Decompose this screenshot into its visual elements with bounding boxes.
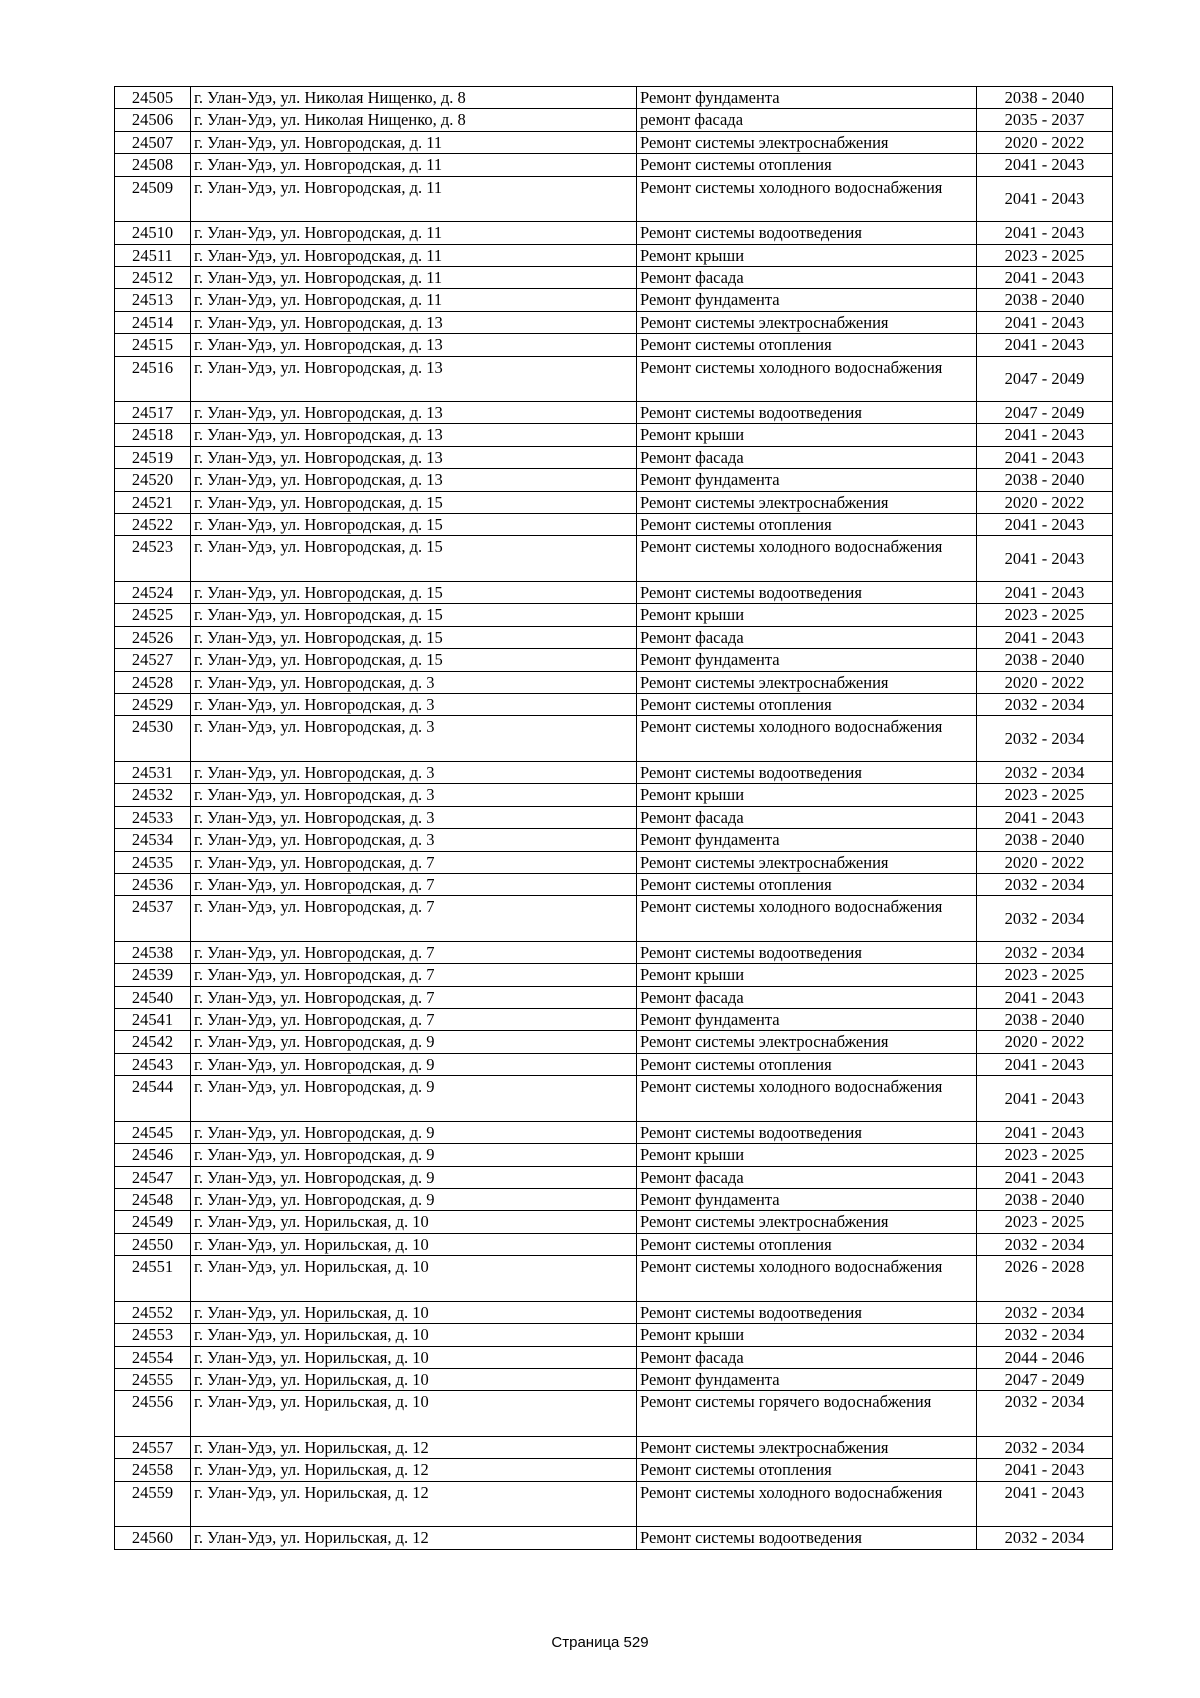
work-type-cell: Ремонт системы водоотведения xyxy=(637,1121,977,1143)
row-number-cell: 24535 xyxy=(115,851,191,873)
period-cell: 2041 - 2043 xyxy=(977,334,1113,356)
period-cell: 2041 - 2043 xyxy=(977,1459,1113,1481)
period-cell: 2047 - 2049 xyxy=(977,402,1113,424)
table-row xyxy=(115,266,1113,288)
address-cell: г. Улан-Удэ, ул. Новгородская, д. 11 xyxy=(191,176,637,222)
work-type-cell: Ремонт системы отопления xyxy=(637,154,977,176)
table-row xyxy=(115,222,1113,244)
period-cell: 2047 - 2049 xyxy=(977,1368,1113,1390)
address-cell: г. Улан-Удэ, ул. Новгородская, д. 13 xyxy=(191,469,637,491)
period-cell: 2041 - 2043 xyxy=(977,1481,1113,1527)
row-number-cell: 24508 xyxy=(115,154,191,176)
period-cell: 2035 - 2037 xyxy=(977,109,1113,131)
period-cell: 2041 - 2043 xyxy=(977,424,1113,446)
table-row xyxy=(115,964,1113,986)
row-number-cell: 24542 xyxy=(115,1031,191,1053)
row-number-cell: 24526 xyxy=(115,626,191,648)
period-cell: 2023 - 2025 xyxy=(977,244,1113,266)
period-cell: 2023 - 2025 xyxy=(977,1144,1113,1166)
row-number-cell: 24510 xyxy=(115,222,191,244)
table-row xyxy=(115,873,1113,895)
work-type-cell: Ремонт системы горячего водоснабжения xyxy=(637,1391,977,1437)
period-cell: 2038 - 2040 xyxy=(977,1009,1113,1031)
address-cell: г. Улан-Удэ, ул. Новгородская, д. 9 xyxy=(191,1031,637,1053)
address-cell: г. Улан-Удэ, ул. Норильская, д. 10 xyxy=(191,1233,637,1255)
work-type-cell: Ремонт фасада xyxy=(637,806,977,828)
table-row xyxy=(115,1459,1113,1481)
work-type-cell: Ремонт фасада xyxy=(637,446,977,468)
address-cell: г. Улан-Удэ, ул. Новгородская, д. 15 xyxy=(191,514,637,536)
address-cell: г. Улан-Удэ, ул. Новгородская, д. 9 xyxy=(191,1121,637,1143)
row-number-cell: 24532 xyxy=(115,784,191,806)
address-cell: г. Улан-Удэ, ул. Норильская, д. 12 xyxy=(191,1481,637,1527)
row-number-cell: 24525 xyxy=(115,604,191,626)
row-number-cell: 24549 xyxy=(115,1211,191,1233)
row-number-cell: 24527 xyxy=(115,649,191,671)
table-row xyxy=(115,469,1113,491)
table-row xyxy=(115,941,1113,963)
address-cell: г. Улан-Удэ, ул. Новгородская, д. 15 xyxy=(191,582,637,604)
work-type-cell: Ремонт системы электроснабжения xyxy=(637,1031,977,1053)
table-row xyxy=(115,604,1113,626)
address-cell: г. Улан-Удэ, ул. Новгородская, д. 11 xyxy=(191,244,637,266)
work-type-cell: Ремонт системы электроснабжения xyxy=(637,311,977,333)
address-cell: г. Улан-Удэ, ул. Новгородская, д. 13 xyxy=(191,402,637,424)
table-row xyxy=(115,424,1113,446)
row-number-cell: 24539 xyxy=(115,964,191,986)
table-row xyxy=(115,491,1113,513)
address-cell: г. Улан-Удэ, ул. Новгородская, д. 7 xyxy=(191,1009,637,1031)
address-cell: г. Улан-Удэ, ул. Новгородская, д. 7 xyxy=(191,851,637,873)
table-row xyxy=(115,1324,1113,1346)
work-type-cell: Ремонт системы электроснабжения xyxy=(637,491,977,513)
period-cell: 2020 - 2022 xyxy=(977,851,1113,873)
work-type-cell: Ремонт системы электроснабжения xyxy=(637,131,977,153)
row-number-cell: 24545 xyxy=(115,1121,191,1143)
row-number-cell: 24538 xyxy=(115,941,191,963)
period-cell: 2032 - 2034 xyxy=(977,896,1113,942)
period-cell: 2032 - 2034 xyxy=(977,1391,1113,1437)
work-type-cell: Ремонт системы холодного водоснабжения xyxy=(637,176,977,222)
row-number-cell: 24543 xyxy=(115,1053,191,1075)
row-number-cell: 24555 xyxy=(115,1368,191,1390)
period-cell: 2041 - 2043 xyxy=(977,154,1113,176)
row-number-cell: 24531 xyxy=(115,761,191,783)
address-cell: г. Улан-Удэ, ул. Новгородская, д. 11 xyxy=(191,131,637,153)
row-number-cell: 24537 xyxy=(115,896,191,942)
period-cell: 2038 - 2040 xyxy=(977,289,1113,311)
address-cell: г. Улан-Удэ, ул. Норильская, д. 10 xyxy=(191,1391,637,1437)
period-cell: 2032 - 2034 xyxy=(977,693,1113,715)
row-number-cell: 24560 xyxy=(115,1527,191,1549)
row-number-cell: 24528 xyxy=(115,671,191,693)
address-cell: г. Улан-Удэ, ул. Новгородская, д. 3 xyxy=(191,716,637,762)
work-type-cell: Ремонт системы холодного водоснабжения xyxy=(637,536,977,582)
address-cell: г. Улан-Удэ, ул. Норильская, д. 10 xyxy=(191,1368,637,1390)
period-cell: 2041 - 2043 xyxy=(977,446,1113,468)
row-number-cell: 24514 xyxy=(115,311,191,333)
table-row xyxy=(115,784,1113,806)
work-type-cell: Ремонт фундамента xyxy=(637,1009,977,1031)
work-type-cell: Ремонт системы водоотведения xyxy=(637,941,977,963)
period-cell: 2020 - 2022 xyxy=(977,1031,1113,1053)
work-type-cell: Ремонт крыши xyxy=(637,604,977,626)
address-cell: г. Улан-Удэ, ул. Норильская, д. 10 xyxy=(191,1256,637,1302)
work-type-cell: Ремонт системы водоотведения xyxy=(637,761,977,783)
row-number-cell: 24558 xyxy=(115,1459,191,1481)
period-cell: 2041 - 2043 xyxy=(977,1053,1113,1075)
address-cell: г. Улан-Удэ, ул. Норильская, д. 12 xyxy=(191,1459,637,1481)
address-cell: г. Улан-Удэ, ул. Новгородская, д. 13 xyxy=(191,334,637,356)
row-number-cell: 24534 xyxy=(115,829,191,851)
work-type-cell: Ремонт системы электроснабжения xyxy=(637,671,977,693)
period-cell: 2041 - 2043 xyxy=(977,311,1113,333)
table-row xyxy=(115,1527,1113,1549)
address-cell: г. Улан-Удэ, ул. Новгородская, д. 15 xyxy=(191,626,637,648)
table-row xyxy=(115,154,1113,176)
page-number: Страница 529 xyxy=(551,1634,649,1651)
table-row xyxy=(115,514,1113,536)
period-cell: 2038 - 2040 xyxy=(977,649,1113,671)
address-cell: г. Улан-Удэ, ул. Новгородская, д. 15 xyxy=(191,536,637,582)
address-cell: г. Улан-Удэ, ул. Новгородская, д. 13 xyxy=(191,356,637,402)
period-cell: 2032 - 2034 xyxy=(977,1324,1113,1346)
period-cell: 2023 - 2025 xyxy=(977,784,1113,806)
table-row xyxy=(115,1391,1113,1437)
table-row xyxy=(115,693,1113,715)
period-cell: 2038 - 2040 xyxy=(977,87,1113,109)
period-cell: 2038 - 2040 xyxy=(977,469,1113,491)
address-cell: г. Улан-Удэ, ул. Николая Нищенко, д. 8 xyxy=(191,109,637,131)
work-type-cell: Ремонт системы отопления xyxy=(637,693,977,715)
period-cell: 2032 - 2034 xyxy=(977,1301,1113,1323)
table-row xyxy=(115,1189,1113,1211)
address-cell: г. Улан-Удэ, ул. Норильская, д. 10 xyxy=(191,1211,637,1233)
row-number-cell: 24559 xyxy=(115,1481,191,1527)
table-row xyxy=(115,1301,1113,1323)
row-number-cell: 24513 xyxy=(115,289,191,311)
work-type-cell: Ремонт крыши xyxy=(637,244,977,266)
table-row xyxy=(115,1256,1113,1302)
address-cell: г. Улан-Удэ, ул. Новгородская, д. 15 xyxy=(191,649,637,671)
table-row xyxy=(115,626,1113,648)
address-cell: г. Улан-Удэ, ул. Новгородская, д. 7 xyxy=(191,941,637,963)
table-row xyxy=(115,536,1113,582)
work-type-cell: Ремонт крыши xyxy=(637,1144,977,1166)
address-cell: г. Улан-Удэ, ул. Новгородская, д. 3 xyxy=(191,761,637,783)
address-cell: г. Улан-Удэ, ул. Новгородская, д. 11 xyxy=(191,154,637,176)
work-type-cell: Ремонт системы водоотведения xyxy=(637,1527,977,1549)
address-cell: г. Улан-Удэ, ул. Норильская, д. 12 xyxy=(191,1436,637,1458)
address-cell: г. Улан-Удэ, ул. Новгородская, д. 7 xyxy=(191,873,637,895)
period-cell: 2041 - 2043 xyxy=(977,222,1113,244)
table-row xyxy=(115,1053,1113,1075)
period-cell: 2032 - 2034 xyxy=(977,1527,1113,1549)
work-type-cell: Ремонт фундамента xyxy=(637,829,977,851)
table-row xyxy=(115,716,1113,762)
period-cell: 2041 - 2043 xyxy=(977,536,1113,582)
work-type-cell: Ремонт системы отопления xyxy=(637,514,977,536)
work-type-cell: Ремонт системы холодного водоснабжения xyxy=(637,356,977,402)
work-type-cell: Ремонт системы отопления xyxy=(637,873,977,895)
period-cell: 2032 - 2034 xyxy=(977,761,1113,783)
work-type-cell: Ремонт крыши xyxy=(637,424,977,446)
work-type-cell: Ремонт системы холодного водоснабжения xyxy=(637,896,977,942)
address-cell: г. Улан-Удэ, ул. Новгородская, д. 11 xyxy=(191,266,637,288)
address-cell: г. Улан-Удэ, ул. Новгородская, д. 15 xyxy=(191,604,637,626)
work-type-cell: Ремонт фасада xyxy=(637,626,977,648)
row-number-cell: 24541 xyxy=(115,1009,191,1031)
work-type-cell: Ремонт крыши xyxy=(637,784,977,806)
address-cell: г. Улан-Удэ, ул. Новгородская, д. 3 xyxy=(191,693,637,715)
table-row xyxy=(115,1076,1113,1122)
row-number-cell: 24533 xyxy=(115,806,191,828)
work-type-cell: Ремонт системы холодного водоснабжения xyxy=(637,1256,977,1302)
period-cell: 2038 - 2040 xyxy=(977,1189,1113,1211)
row-number-cell: 24524 xyxy=(115,582,191,604)
row-number-cell: 24554 xyxy=(115,1346,191,1368)
work-type-cell: Ремонт системы отопления xyxy=(637,1233,977,1255)
period-cell: 2020 - 2022 xyxy=(977,491,1113,513)
period-cell: 2032 - 2034 xyxy=(977,1233,1113,1255)
period-cell: 2032 - 2034 xyxy=(977,941,1113,963)
row-number-cell: 24511 xyxy=(115,244,191,266)
work-type-cell: Ремонт фундамента xyxy=(637,289,977,311)
period-cell: 2032 - 2034 xyxy=(977,873,1113,895)
table-row xyxy=(115,1009,1113,1031)
work-type-cell: Ремонт системы электроснабжения xyxy=(637,851,977,873)
period-cell: 2041 - 2043 xyxy=(977,986,1113,1008)
period-cell: 2041 - 2043 xyxy=(977,806,1113,828)
works-table xyxy=(114,86,1113,1550)
work-type-cell: Ремонт фундамента xyxy=(637,87,977,109)
period-cell: 2041 - 2043 xyxy=(977,626,1113,648)
work-type-cell: Ремонт крыши xyxy=(637,1324,977,1346)
address-cell: г. Улан-Удэ, ул. Новгородская, д. 9 xyxy=(191,1144,637,1166)
row-number-cell: 24550 xyxy=(115,1233,191,1255)
row-number-cell: 24553 xyxy=(115,1324,191,1346)
address-cell: г. Улан-Удэ, ул. Новгородская, д. 3 xyxy=(191,829,637,851)
work-type-cell: Ремонт фасада xyxy=(637,1346,977,1368)
row-number-cell: 24536 xyxy=(115,873,191,895)
row-number-cell: 24529 xyxy=(115,693,191,715)
row-number-cell: 24552 xyxy=(115,1301,191,1323)
table-row xyxy=(115,1481,1113,1527)
period-cell: 2020 - 2022 xyxy=(977,671,1113,693)
work-type-cell: Ремонт фасада xyxy=(637,1166,977,1188)
period-cell: 2020 - 2022 xyxy=(977,131,1113,153)
table-row xyxy=(115,582,1113,604)
row-number-cell: 24547 xyxy=(115,1166,191,1188)
period-cell: 2038 - 2040 xyxy=(977,829,1113,851)
work-type-cell: Ремонт фундамента xyxy=(637,1189,977,1211)
table-row xyxy=(115,1368,1113,1390)
table-row xyxy=(115,1121,1113,1143)
row-number-cell: 24551 xyxy=(115,1256,191,1302)
address-cell: г. Улан-Удэ, ул. Новгородская, д. 13 xyxy=(191,446,637,468)
row-number-cell: 24557 xyxy=(115,1436,191,1458)
table-row xyxy=(115,311,1113,333)
row-number-cell: 24544 xyxy=(115,1076,191,1122)
address-cell: г. Улан-Удэ, ул. Новгородская, д. 3 xyxy=(191,671,637,693)
work-type-cell: Ремонт фасада xyxy=(637,266,977,288)
period-cell: 2023 - 2025 xyxy=(977,964,1113,986)
period-cell: 2044 - 2046 xyxy=(977,1346,1113,1368)
address-cell: г. Улан-Удэ, ул. Новгородская, д. 9 xyxy=(191,1053,637,1075)
work-type-cell: ремонт фасада xyxy=(637,109,977,131)
work-type-cell: Ремонт системы отопления xyxy=(637,1053,977,1075)
table-row xyxy=(115,851,1113,873)
period-cell: 2041 - 2043 xyxy=(977,266,1113,288)
address-cell: г. Улан-Удэ, ул. Новгородская, д. 3 xyxy=(191,806,637,828)
row-number-cell: 24506 xyxy=(115,109,191,131)
work-type-cell: Ремонт системы холодного водоснабжения xyxy=(637,1076,977,1122)
row-number-cell: 24507 xyxy=(115,131,191,153)
table-row xyxy=(115,131,1113,153)
table-row xyxy=(115,109,1113,131)
row-number-cell: 24505 xyxy=(115,87,191,109)
row-number-cell: 24521 xyxy=(115,491,191,513)
table-row xyxy=(115,1233,1113,1255)
address-cell: г. Улан-Удэ, ул. Норильская, д. 10 xyxy=(191,1301,637,1323)
row-number-cell: 24517 xyxy=(115,402,191,424)
period-cell: 2041 - 2043 xyxy=(977,1076,1113,1122)
row-number-cell: 24512 xyxy=(115,266,191,288)
row-number-cell: 24546 xyxy=(115,1144,191,1166)
row-number-cell: 24520 xyxy=(115,469,191,491)
table-row xyxy=(115,806,1113,828)
work-type-cell: Ремонт системы отопления xyxy=(637,1459,977,1481)
period-cell: 2047 - 2049 xyxy=(977,356,1113,402)
table-row xyxy=(115,244,1113,266)
row-number-cell: 24519 xyxy=(115,446,191,468)
row-number-cell: 24530 xyxy=(115,716,191,762)
address-cell: г. Улан-Удэ, ул. Норильская, д. 10 xyxy=(191,1346,637,1368)
work-type-cell: Ремонт системы холодного водоснабжения xyxy=(637,1481,977,1527)
period-cell: 2032 - 2034 xyxy=(977,1436,1113,1458)
period-cell: 2041 - 2043 xyxy=(977,176,1113,222)
address-cell: г. Улан-Удэ, ул. Новгородская, д. 7 xyxy=(191,964,637,986)
row-number-cell: 24540 xyxy=(115,986,191,1008)
work-type-cell: Ремонт системы водоотведения xyxy=(637,1301,977,1323)
period-cell: 2023 - 2025 xyxy=(977,1211,1113,1233)
work-type-cell: Ремонт фасада xyxy=(637,986,977,1008)
address-cell: г. Улан-Удэ, ул. Норильская, д. 12 xyxy=(191,1527,637,1549)
work-type-cell: Ремонт системы холодного водоснабжения xyxy=(637,716,977,762)
table-row xyxy=(115,1166,1113,1188)
work-type-cell: Ремонт системы электроснабжения xyxy=(637,1211,977,1233)
period-cell: 2041 - 2043 xyxy=(977,514,1113,536)
address-cell: г. Улан-Удэ, ул. Новгородская, д. 13 xyxy=(191,424,637,446)
table-row xyxy=(115,986,1113,1008)
work-type-cell: Ремонт фундамента xyxy=(637,469,977,491)
period-cell: 2041 - 2043 xyxy=(977,1166,1113,1188)
table-row xyxy=(115,87,1113,109)
row-number-cell: 24523 xyxy=(115,536,191,582)
work-type-cell: Ремонт системы водоотведения xyxy=(637,222,977,244)
row-number-cell: 24516 xyxy=(115,356,191,402)
period-cell: 2041 - 2043 xyxy=(977,1121,1113,1143)
address-cell: г. Улан-Удэ, ул. Новгородская, д. 9 xyxy=(191,1076,637,1122)
row-number-cell: 24522 xyxy=(115,514,191,536)
address-cell: г. Улан-Удэ, ул. Новгородская, д. 9 xyxy=(191,1166,637,1188)
table-row xyxy=(115,402,1113,424)
period-cell: 2023 - 2025 xyxy=(977,604,1113,626)
table-row xyxy=(115,1211,1113,1233)
table-row xyxy=(115,176,1113,222)
works-table-body xyxy=(115,87,1113,1550)
address-cell: г. Улан-Удэ, ул. Новгородская, д. 7 xyxy=(191,896,637,942)
table-row xyxy=(115,671,1113,693)
address-cell: г. Улан-Удэ, ул. Новгородская, д. 7 xyxy=(191,986,637,1008)
table-row xyxy=(115,1436,1113,1458)
table-row xyxy=(115,334,1113,356)
address-cell: г. Улан-Удэ, ул. Николая Нищенко, д. 8 xyxy=(191,87,637,109)
address-cell: г. Улан-Удэ, ул. Новгородская, д. 13 xyxy=(191,311,637,333)
period-cell: 2026 - 2028 xyxy=(977,1256,1113,1302)
work-type-cell: Ремонт системы водоотведения xyxy=(637,582,977,604)
period-cell: 2041 - 2043 xyxy=(977,582,1113,604)
table-row xyxy=(115,1031,1113,1053)
table-row xyxy=(115,1144,1113,1166)
address-cell: г. Улан-Удэ, ул. Новгородская, д. 15 xyxy=(191,491,637,513)
table-row xyxy=(115,829,1113,851)
table-row xyxy=(115,896,1113,942)
row-number-cell: 24548 xyxy=(115,1189,191,1211)
table-row xyxy=(115,1346,1113,1368)
table-row xyxy=(115,289,1113,311)
table-row xyxy=(115,446,1113,468)
work-type-cell: Ремонт системы отопления xyxy=(637,334,977,356)
table-row xyxy=(115,761,1113,783)
address-cell: г. Улан-Удэ, ул. Новгородская, д. 11 xyxy=(191,289,637,311)
row-number-cell: 24515 xyxy=(115,334,191,356)
table-row xyxy=(115,356,1113,402)
work-type-cell: Ремонт системы водоотведения xyxy=(637,402,977,424)
address-cell: г. Улан-Удэ, ул. Новгородская, д. 11 xyxy=(191,222,637,244)
address-cell: г. Улан-Удэ, ул. Новгородская, д. 3 xyxy=(191,784,637,806)
table-row xyxy=(115,649,1113,671)
address-cell: г. Улан-Удэ, ул. Новгородская, д. 9 xyxy=(191,1189,637,1211)
work-type-cell: Ремонт крыши xyxy=(637,964,977,986)
row-number-cell: 24518 xyxy=(115,424,191,446)
work-type-cell: Ремонт фундамента xyxy=(637,1368,977,1390)
work-type-cell: Ремонт системы электроснабжения xyxy=(637,1436,977,1458)
work-type-cell: Ремонт фундамента xyxy=(637,649,977,671)
period-cell: 2032 - 2034 xyxy=(977,716,1113,762)
row-number-cell: 24509 xyxy=(115,176,191,222)
address-cell: г. Улан-Удэ, ул. Норильская, д. 10 xyxy=(191,1324,637,1346)
row-number-cell: 24556 xyxy=(115,1391,191,1437)
